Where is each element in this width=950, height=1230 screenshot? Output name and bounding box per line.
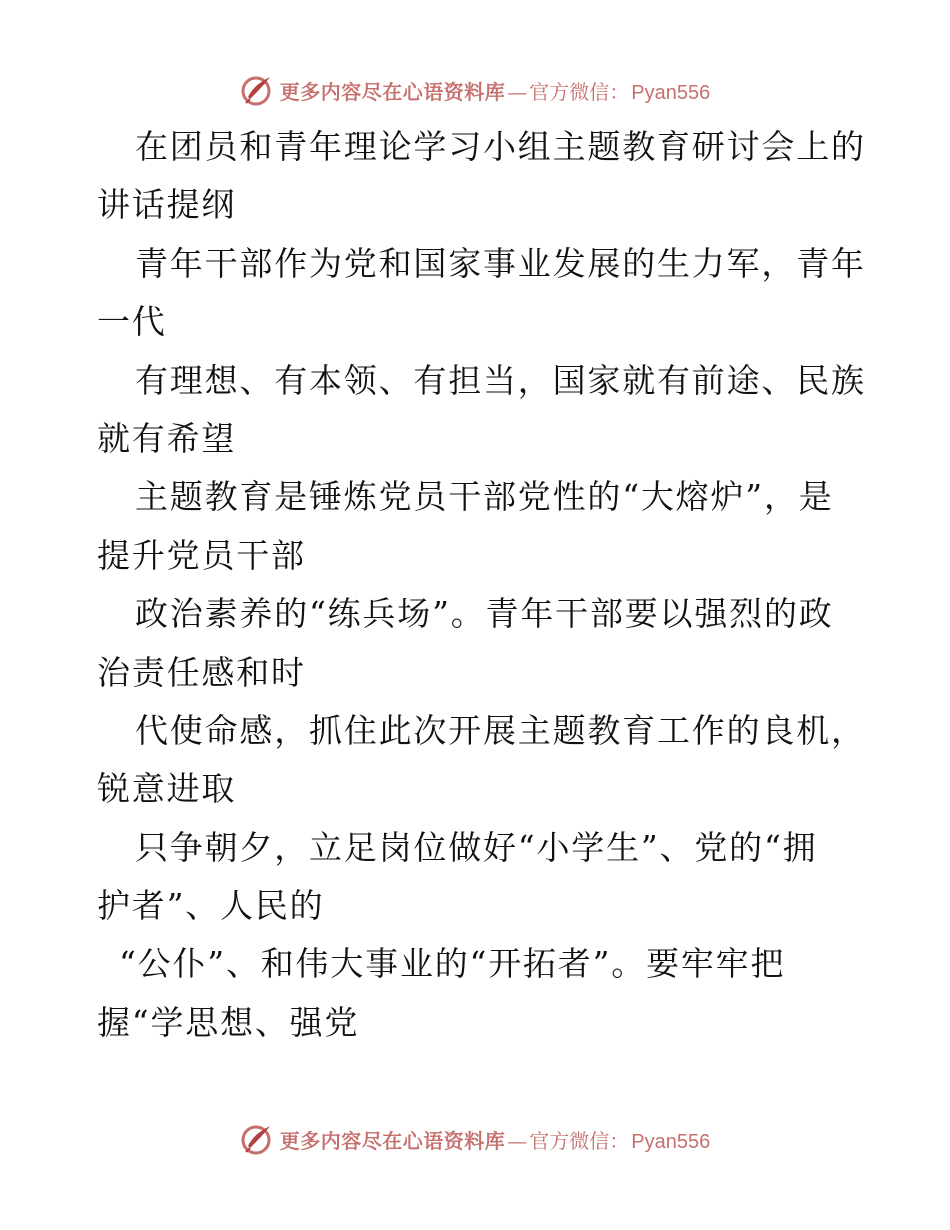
watermark-site-name: 更多内容尽在心语资料库 [279,79,506,104]
document-line: 一代 [97,302,167,342]
watermark-wechat-label: 官方微信： [529,79,630,104]
watermark-wechat-id: Pyan556 [631,81,711,104]
footer-watermark-banner [0,1119,950,1159]
document-line: 治责任感和时 [97,652,306,692]
document-line: 在团员和青年理论学习小组主题教育研讨会上的 [135,127,866,166]
document-line: 锐意进取 [97,769,237,809]
document-line: 讲话提纲 [97,185,237,225]
watermark-wechat-label: 官方微信： [529,1128,630,1153]
document-line: 有理想、有本领、有担当，国家就有前途、民族 [135,360,866,400]
document-line: 就有希望 [97,418,237,458]
document-line: 提升党员干部 [97,535,306,575]
watermark-separator: — [507,79,528,104]
watermark-text [280,76,710,105]
watermark-wechat-id: Pyan556 [631,1130,711,1153]
watermark-text [280,1125,710,1154]
document-line: 护者”、人民的 [97,886,325,926]
watermark-separator: — [507,1128,528,1153]
quill-logo-icon [240,73,274,107]
header-watermark-banner [0,70,950,110]
document-line: 青年干部作为党和国家事业发展的生力军，青年 [135,243,866,283]
quill-logo-icon [240,1122,274,1156]
document-line: 主题教育是锤炼党员干部党性的“大熔炉”，是 [135,477,834,517]
document-line: 政治素养的“练兵场”。青年干部要以强烈的政 [135,594,834,634]
document-line: 代使命感，抓住此次开展主题教育工作的良机， [135,710,866,750]
watermark-site-name: 更多内容尽在心语资料库 [279,1128,506,1153]
document-line: 只争朝夕，立足岗位做好“小学生”、党的“拥 [135,827,818,867]
document-line: 握“学思想、强党 [97,1002,360,1042]
document-body [97,118,866,1052]
document-line: “公仆”、和伟大事业的“开拓者”。要牢牢把 [119,944,786,984]
